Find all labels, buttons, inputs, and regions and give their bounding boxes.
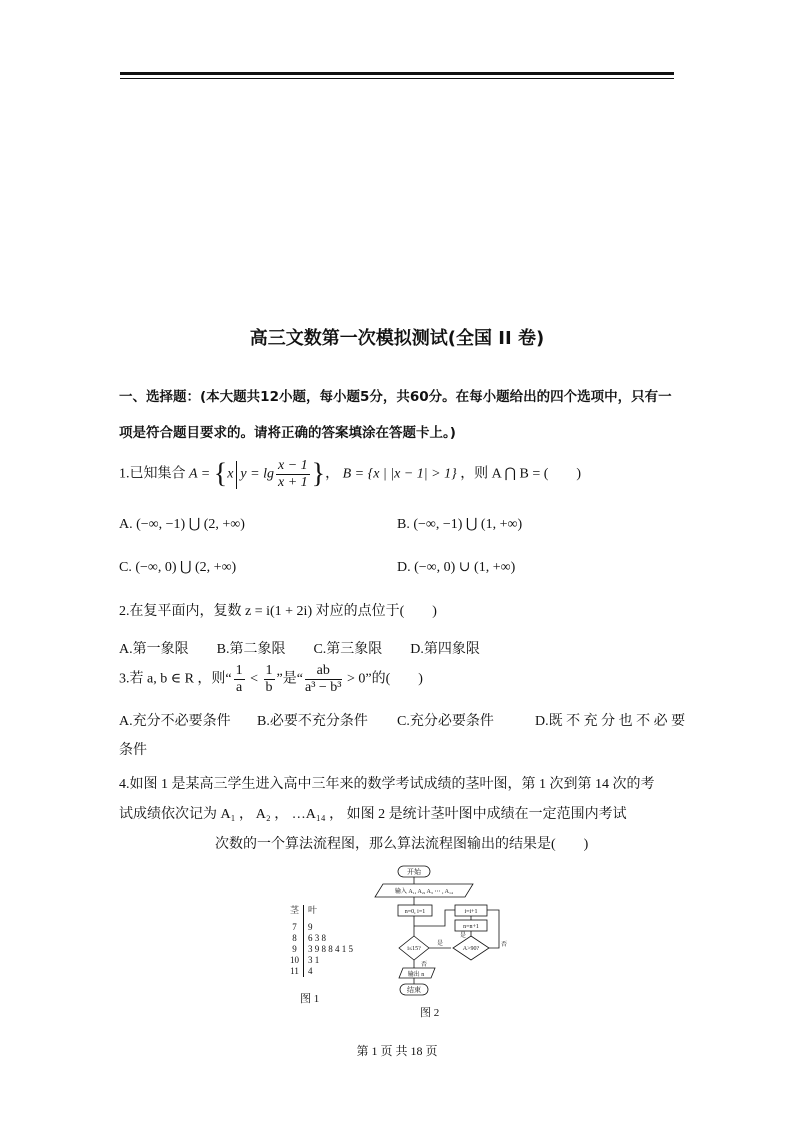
flow-output-label: 输出 n	[407, 972, 425, 978]
q3-option-d: D.既 不 充 分 也 不 必 要	[535, 714, 686, 729]
algorithm-flowchart	[365, 864, 515, 1004]
q3-frac-1b: $\frac{1}{b}$	[265, 663, 273, 695]
flow-no-1: 否	[421, 962, 428, 968]
question-1-stem: 1.已知集合 A = {x y = lg $\frac{x - 1}{x + 1}$ }， B = {x | |x − 1| > 1} ，则 A ⋂ B = ( )	[119, 458, 582, 490]
table-row: 9 3 9 8 8 4 1 5	[286, 944, 357, 955]
q3-option-c: C.充分必要条件	[397, 714, 494, 729]
q1-comma: ，	[325, 466, 340, 482]
q3-option-a: A.充分不必要条件	[119, 714, 231, 729]
figure-1-caption: 图 1	[300, 993, 320, 1005]
flow-input-label: 输入 A₁, A₂, A₃ ⋯ , A₁₄	[394, 889, 454, 895]
flow-yes-2: 是	[459, 933, 467, 939]
q1-suffix: ，则 A ⋂ B = ( )	[460, 466, 582, 482]
page-footer: 第 1 页 共 18 页	[356, 1044, 438, 1058]
flow-cond-i-label: i≤15?	[407, 946, 421, 952]
q3-frac-1a: $\frac{1}{a}$	[235, 663, 243, 695]
table-row: 10 3 1	[286, 955, 357, 966]
flow-inc-n-label: n=n+1	[463, 924, 479, 930]
q1-option-d: D. (−∞, 0) ∪ (1, +∞)	[397, 560, 516, 575]
q3-option-d-cont: 条件	[119, 743, 147, 758]
q3-prefix: 3.若 a, b ∈ R ，则“	[119, 671, 232, 687]
flow-cond-a-label: A>90?	[462, 946, 480, 952]
table-row: 11 4	[286, 966, 357, 977]
exam-title: 高三文数第一次模拟测试(全国 II 卷)	[249, 328, 545, 349]
q3-option-b: B.必要不充分条件	[257, 714, 368, 729]
q3-mid: ”是“	[276, 671, 303, 687]
question-4-line3: 次数的一个算法流程图，那么算法流程图输出的结果是( )	[215, 837, 589, 852]
question-4-line1: 4.如图 1 是某高三学生进入高中三年来的数学考试成绩的茎叶图，第 1 次到第 14 次的考	[119, 777, 655, 792]
q1-setA-cond: y = lg	[240, 466, 274, 482]
q3-frac-ab: $\frac{ab}{\text{a³ − b³}}$	[304, 663, 342, 695]
q1-setB: B = {x | |x − 1| > 1}	[342, 466, 457, 482]
q1-option-c: C. (−∞, 0) ⋃ (2, +∞)	[119, 560, 237, 575]
q1-option-b: B. (−∞, −1) ⋃ (1, +∞)	[397, 517, 523, 532]
table-row: 8 6 3 8	[286, 933, 357, 944]
section-heading-line2: 项是符合题目要求的。请将正确的答案填涂在答题卡上。)	[119, 425, 456, 441]
table-row: 7 9	[286, 922, 357, 933]
header-rule-thin	[120, 78, 674, 79]
header-rule-thick	[120, 72, 674, 75]
stem-leaf-plot	[286, 905, 357, 977]
q1-setA-var: x	[227, 466, 234, 482]
leaf-header: 叶	[308, 905, 318, 915]
figure-2-caption: 图 2	[420, 1007, 440, 1019]
flow-start-label: 开始	[407, 868, 421, 876]
flow-yes-1: 是	[436, 941, 444, 947]
question-2-options: A.第一象限 B.第二象限 C.第三象限 D.第四象限	[119, 642, 480, 657]
q1-setA-lhs: A =	[189, 466, 214, 482]
q1-option-a: A. (−∞, −1) ⋃ (2, +∞)	[119, 517, 245, 532]
q3-gt: > 0”的( )	[343, 671, 423, 687]
q3-lt: <	[246, 671, 262, 687]
q1-prefix: 1.已知集合	[119, 466, 186, 482]
question-3-stem	[119, 663, 423, 696]
flow-end-label: 结束	[407, 986, 421, 994]
flow-no-2: 否	[500, 942, 508, 948]
flow-inc-i-label: i=i+1	[464, 909, 478, 915]
stem-header: 茎	[286, 905, 304, 916]
section-heading-line1: 一、选择题：(本大题共12小题，每小题5分，共60分。在每小题给出的四个选项中，只有一	[119, 389, 672, 405]
flow-init-label: n=0, i=1	[404, 909, 426, 915]
question-2-stem: 2.在复平面内，复数 z = i(1 + 2i) 对应的点位于( )	[119, 604, 437, 619]
q1-fraction: $\frac{x - 1}{x + 1}$	[277, 458, 308, 490]
question-4-line2: 试成绩依次记为 A₁ ， A₂ ， …A₁₄ ， 如图 2 是统计茎叶图中成绩在一定范围内考试	[119, 807, 627, 822]
